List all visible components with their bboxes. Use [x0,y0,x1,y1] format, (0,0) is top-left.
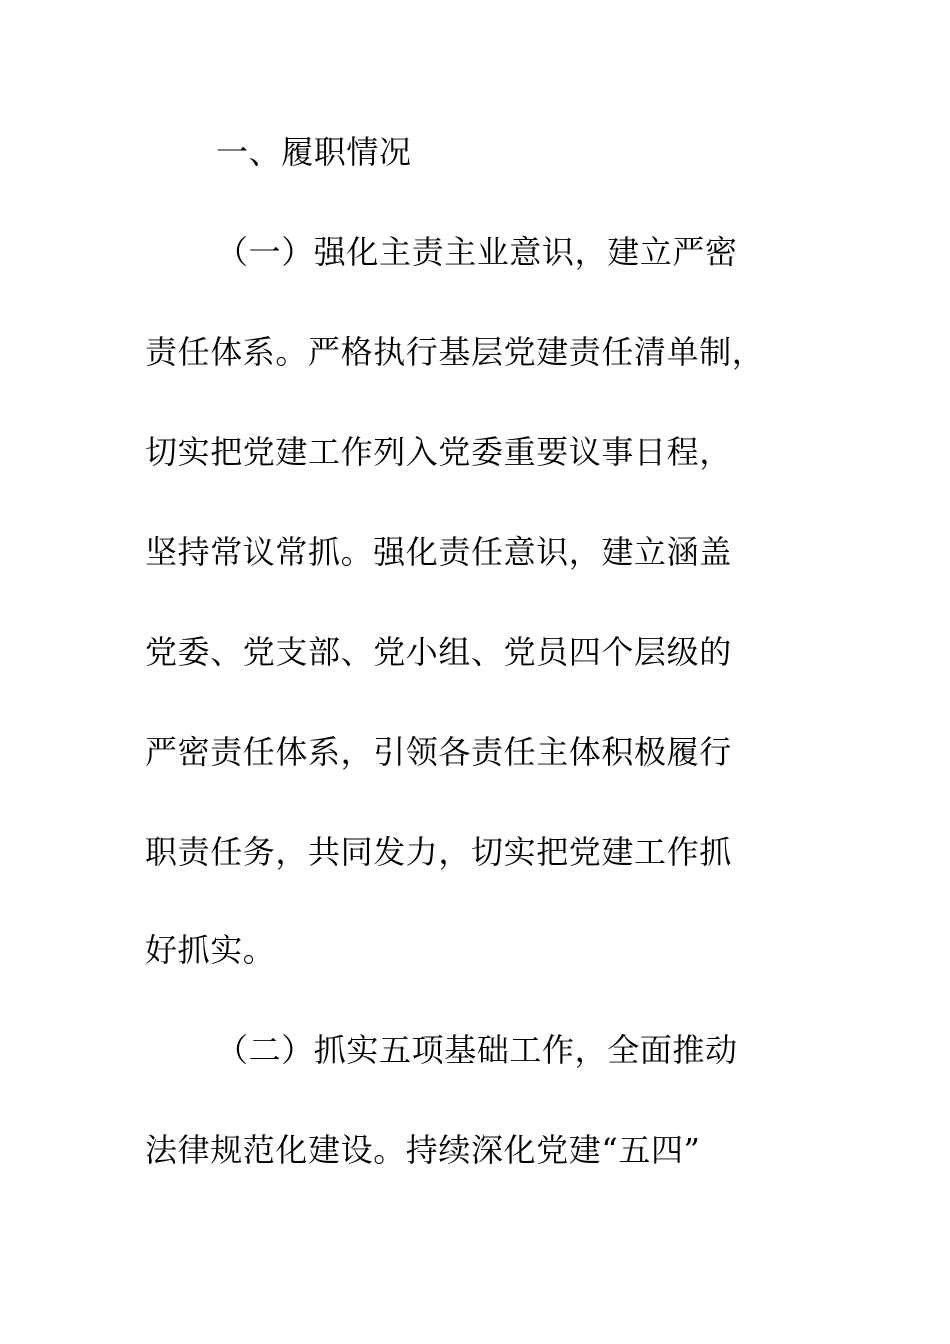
paragraph-line: 职责任务，共同发力，切实把党建工作抓 [145,833,732,871]
paragraph-line: 切实把党建工作列入党委重要议事日程， [145,433,732,471]
paragraph-line: 责任体系。严格执行基层党建责任清单制， [145,333,765,371]
paragraph-line: （二）抓实五项基础工作，全面推动 [216,1031,738,1069]
paragraph-line: 好抓实。 [145,931,276,969]
paragraph-line: 法律规范化建设。持续深化党建“五四” [145,1131,701,1169]
paragraph-line: （一）强化主责主业意识，建立严密 [216,233,738,271]
paragraph-line: 严密责任体系，引领各责任主体积极履行 [145,733,732,771]
section-heading: 一、履职情况 [216,133,412,171]
paragraph-line: 党委、党支部、党小组、党员四个层级的 [145,633,732,671]
paragraph-line: 坚持常议常抓。强化责任意识，建立涵盖 [145,533,732,571]
